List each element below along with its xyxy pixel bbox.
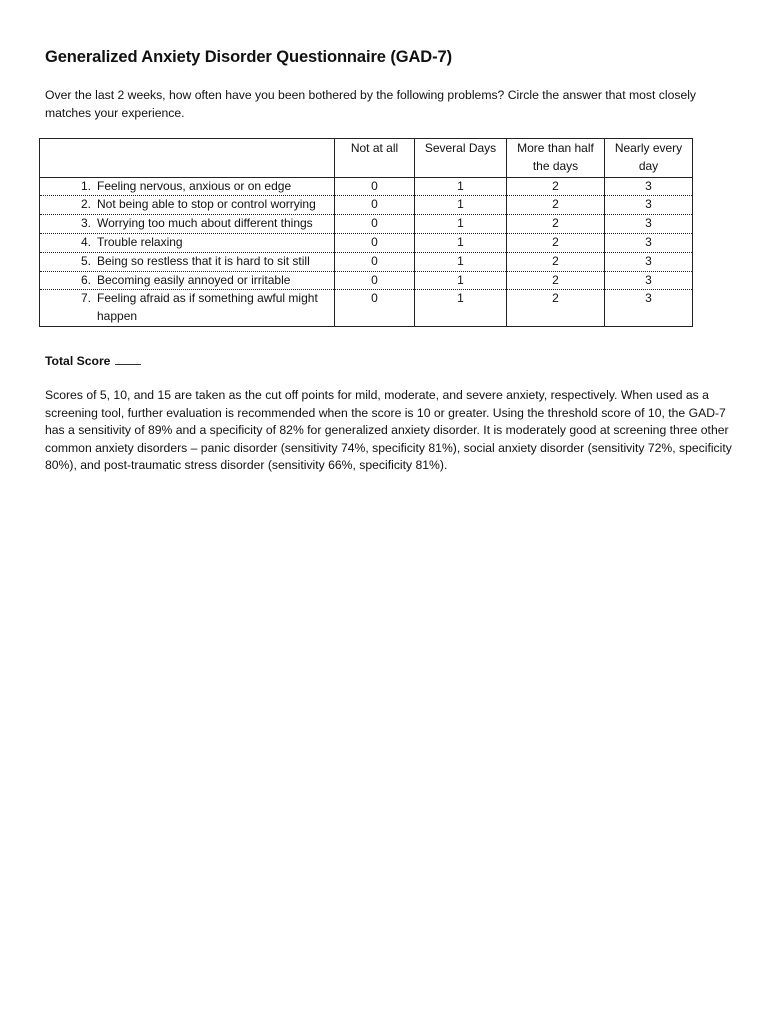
score-not-at-all[interactable]: 0 [335,290,415,327]
question-cell [40,271,335,290]
question-text: Becoming easily annoyed or irritable [97,272,291,287]
question-number: 5. [80,253,91,268]
question-cell [40,252,335,271]
score-several-days[interactable]: 1 [415,215,507,234]
score-not-at-all[interactable]: 0 [335,196,415,215]
page-title: Generalized Anxiety Disorder Questionnaire (GAD-7) [45,48,452,66]
table-row [40,177,693,196]
total-score-label: Total Score [45,354,111,368]
score-more-than-half[interactable]: 2 [507,196,605,215]
score-several-days[interactable]: 1 [415,252,507,271]
score-several-days[interactable]: 1 [415,290,507,327]
table-row [40,215,693,234]
score-not-at-all[interactable]: 0 [335,252,415,271]
column-header-question [40,139,335,178]
score-several-days[interactable]: 1 [415,177,507,196]
score-several-days[interactable]: 1 [415,271,507,290]
total-score-blank[interactable] [115,353,141,365]
question-number: 6. [80,272,91,287]
column-header-several-days: Several Days [415,139,507,178]
column-header-not-at-all: Not at all [335,139,415,178]
column-header-nearly-every-day: Nearly every day [605,139,693,178]
gad7-table [39,138,693,327]
score-not-at-all[interactable]: 0 [335,177,415,196]
question-cell [40,215,335,234]
question-cell [40,233,335,252]
table-row [40,233,693,252]
score-not-at-all[interactable]: 0 [335,233,415,252]
score-nearly-every-day[interactable]: 3 [605,271,693,290]
table-row [40,290,693,327]
question-cell [40,177,335,196]
score-nearly-every-day[interactable]: 3 [605,290,693,327]
column-header-more-than-half: More than half the days [507,139,605,178]
question-text: Worrying too much about different things [97,216,313,231]
question-text: Feeling afraid as if something awful might happen [97,291,318,324]
table-row [40,271,693,290]
question-number: 2. [80,197,91,212]
score-several-days[interactable]: 1 [415,233,507,252]
score-not-at-all[interactable]: 0 [335,271,415,290]
question-text: Being so restless that it is hard to sit still [97,253,310,268]
question-number: 7. [80,291,91,306]
score-nearly-every-day[interactable]: 3 [605,252,693,271]
question-number: 1. [80,178,91,193]
score-more-than-half[interactable]: 2 [507,233,605,252]
question-text: Feeling nervous, anxious or on edge [97,178,292,193]
score-several-days[interactable]: 1 [415,196,507,215]
score-more-than-half[interactable]: 2 [507,215,605,234]
score-more-than-half[interactable]: 2 [507,271,605,290]
score-nearly-every-day[interactable]: 3 [605,215,693,234]
score-more-than-half[interactable]: 2 [507,252,605,271]
score-nearly-every-day[interactable]: 3 [605,233,693,252]
question-number: 3. [80,216,91,231]
score-nearly-every-day[interactable]: 3 [605,196,693,215]
table-header-row [40,139,693,178]
table-row [40,252,693,271]
question-cell [40,290,335,327]
score-not-at-all[interactable]: 0 [335,215,415,234]
question-text: Trouble relaxing [97,234,183,249]
total-score [45,353,141,368]
score-more-than-half[interactable]: 2 [507,177,605,196]
scoring-info-paragraph: Scores of 5, 10, and 15 are taken as the cut off points for mild, moderate, and severe anxiety, respectively. When used as a screening tool, further evaluation is recommended when the score is 10 or greater. Using the threshold score of 10, the GAD-7 has a sensitivity of 89% and a specificity of 82% for generalized anxiety disorder. It is moderately good at screening three other common anxiety disorders – panic disorder (sensitivity 74%, specificity 81%), social anxiety disorder (sensitivity 72%, specificity 80%), and post-traumatic stress disorder (sensitivity 66%, specificity 81%). [45,388,732,472]
score-nearly-every-day[interactable]: 3 [605,177,693,196]
table-row [40,196,693,215]
score-more-than-half[interactable]: 2 [507,290,605,327]
question-cell [40,196,335,215]
instructions-text: Over the last 2 weeks, how often have you been bothered by the following problems? Circle the answer that most closely matches your experience. [45,88,697,120]
question-text: Not being able to stop or control worrying [97,197,316,212]
question-number: 4. [80,234,91,249]
